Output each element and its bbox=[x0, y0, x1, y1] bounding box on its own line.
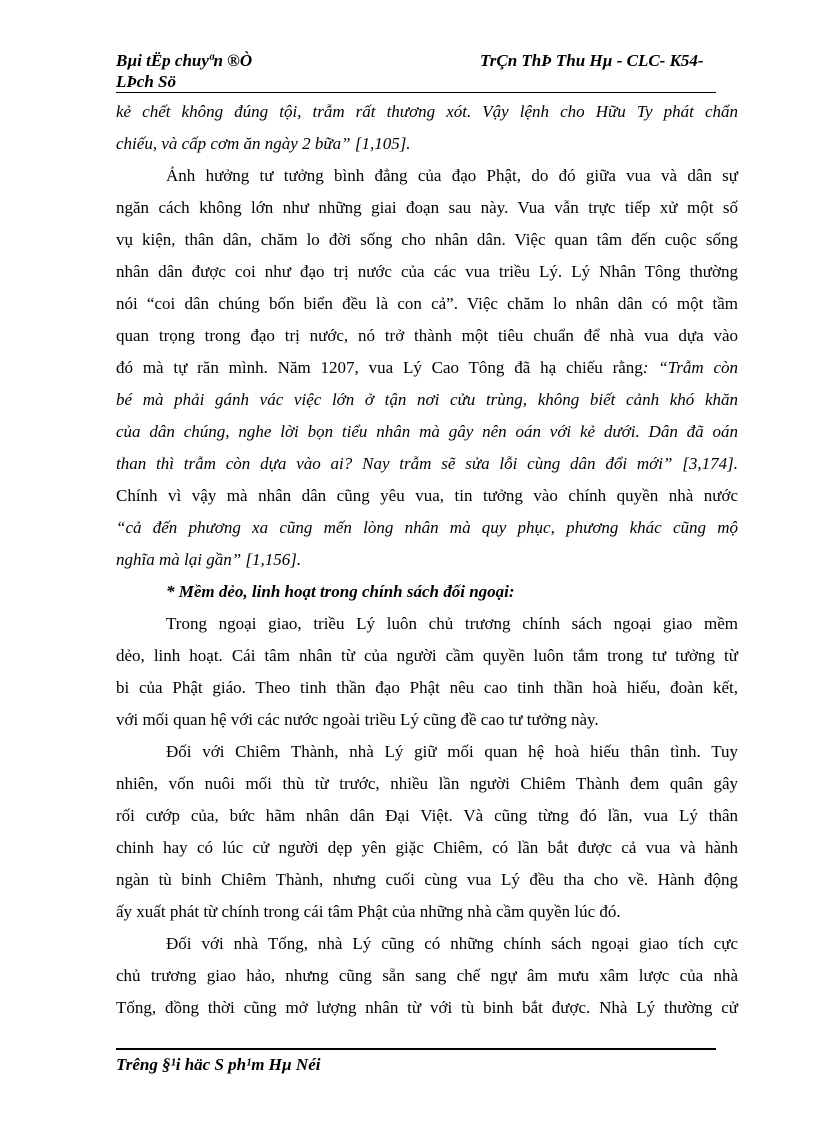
text-line bbox=[116, 352, 738, 384]
text-line: rối cướp của, bức hãm nhân dân Đại Việt. Và cũng từng đó lần, vua Lý thân bbox=[116, 806, 738, 825]
text-line: dẻo, linh hoạt. Cái tâm nhân từ của người cầm quyền luôn tắm trong tư tưởng từ bbox=[116, 646, 738, 665]
text-span: đó mà tự răn mình. Năm 1207, vua Lý Cao Tông đã hạ chiếu rằng bbox=[116, 358, 643, 377]
text-line: nghĩa mà lại gần” [1,156]. bbox=[116, 550, 302, 569]
text-line: ấy xuất phát từ chính trong cái tâm Phật của những nhà cầm quyền lúc đó. bbox=[116, 902, 621, 921]
text-line: ngàn tù binh Chiêm Thành, nhưng cuối cùng vua Lý đều tha cho về. Hành động bbox=[116, 870, 738, 889]
text-line: Tống, đồng thời cũng mở lượng nhân từ với tù binh bắt được. Nhà Lý thường cử bbox=[116, 998, 738, 1017]
text-line: Chính vì vậy mà nhân dân cũng yêu vua, tin tưởng vào chính quyền nhà nước bbox=[116, 486, 738, 505]
text-line: chinh hay có lúc cử người dẹp yên giặc Chiêm, có lần bắt được cả vua và hành bbox=[116, 838, 738, 857]
text-line: bi của Phật giáo. Theo tinh thần đạo Phật nêu cao tinh thần hoà hiếu, đoàn kết, bbox=[116, 678, 738, 697]
header-author: TrÇn ThÞ Thu Hµ - CLC- K54- bbox=[480, 51, 704, 70]
text-line: ngăn cách không lớn như những giai đoạn sau này. Vua vẫn trực tiếp xử một số bbox=[116, 198, 738, 217]
text-line: Ảnh hưởng tư tưởng bình đẳng của đạo Phật, do đó giữa vua và dân sự bbox=[166, 166, 738, 185]
text-line: nhân dân được coi như đạo trị nước của các vua triều Lý. Lý Nhân Tông thường bbox=[116, 262, 738, 281]
header-rule bbox=[116, 92, 716, 93]
text-line: kẻ chết không đúng tội, trẫm rất thương xót. Vậy lệnh cho Hữu Ty phát chẩn bbox=[116, 102, 738, 121]
text-line: Đối với nhà Tống, nhà Lý cũng có những chính sách ngoại giao tích cực bbox=[166, 934, 738, 953]
text-line: chủ trương giao hảo, nhưng cũng sẵn sang chế ngự âm mưu xâm lược của nhà bbox=[116, 966, 738, 985]
header-course: Bµi tËp chuyªn ®Ò bbox=[116, 51, 253, 70]
footer-rule bbox=[116, 1048, 716, 1050]
document-body bbox=[116, 96, 738, 1024]
text-line: của dân chúng, nghe lời bọn tiểu nhân mà gây nên oán với kẻ dưới. Dân đã oán bbox=[116, 422, 738, 441]
text-line: than thì trẫm còn dựa vào ai? Nay trẫm sẽ sửa lỗi cùng dân đổi mới” [3,174]. bbox=[116, 454, 738, 473]
text-line: nói “coi dân chúng bốn biển đều là con cả”. Việc chăm lo nhân dân có một tầm bbox=[116, 294, 738, 313]
footer-institution: Trêng §¹i häc S ph¹m Hµ Néi bbox=[116, 1055, 321, 1074]
text-line: chiếu, và cấp cơm ăn ngày 2 bữa” [1,105]. bbox=[116, 134, 411, 153]
header-left bbox=[116, 50, 252, 92]
header-subject: LÞch Sö bbox=[116, 72, 176, 91]
text-line: “cả đến phương xa cũng mến lòng nhân mà quy phục, phương khác cũng mộ bbox=[116, 518, 738, 537]
text-line: Đối với Chiêm Thành, nhà Lý giữ mối quan hệ hoà hiếu thân tình. Tuy bbox=[166, 742, 738, 761]
text-line: quan trọng trong đạo trị nước, nó trở thành một tiêu chuẩn để nhà vua dựa vào bbox=[116, 326, 738, 345]
text-line: với mối quan hệ với các nước ngoài triều Lý cũng đề cao tư tưởng này. bbox=[116, 710, 599, 729]
quote-span: : “Trẫm còn bbox=[642, 358, 738, 377]
section-heading: * Mềm dẻo, linh hoạt trong chính sách đối ngoại: bbox=[166, 582, 515, 601]
text-line: vụ kiện, thân dân, chăm lo đời sống cho nhân dân. Việc quan tâm đến cuộc sống bbox=[116, 230, 738, 249]
text-line: nhiên, vốn nuôi mối thù từ trước, nhiều lần người Chiêm Thành đem quân gây bbox=[116, 774, 738, 793]
text-line: Trong ngoại giao, triều Lý luôn chủ trương chính sách ngoại giao mềm bbox=[166, 614, 738, 633]
text-line: bé mà phải gánh vác việc lớn ở tận nơi cửu trùng, không biết cảnh khó khăn bbox=[116, 390, 738, 409]
